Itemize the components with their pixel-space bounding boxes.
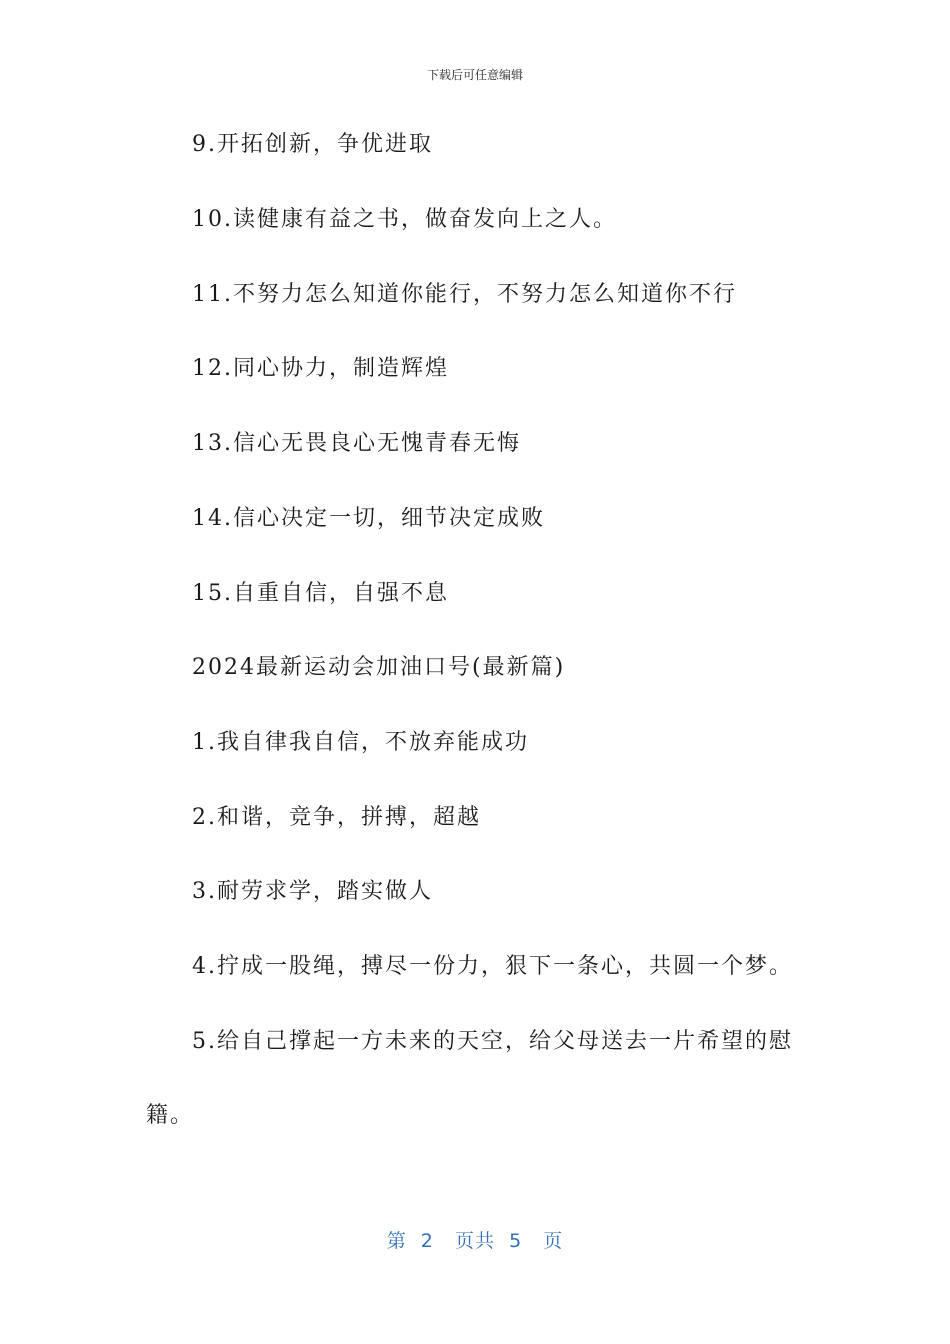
text-line: 13.信心无畏良心无愧青春无悔 — [192, 431, 521, 456]
text-line: 10.读健康有益之书，做奋发向上之人。 — [192, 207, 617, 232]
text-line: 15.自重自信，自强不息 — [192, 581, 449, 606]
text-line: 14.信心决定一切，细节决定成败 — [192, 506, 545, 531]
text-line: 4.拧成一股绳，搏尽一份力，狠下一条心，共圆一个梦。 — [192, 954, 793, 979]
text-line: 2.和谐，竞争，拼搏，超越 — [192, 805, 481, 830]
header-note: 下载后可任意编辑 — [426, 68, 523, 82]
section-heading: 2024最新运动会加油口号(最新篇) — [192, 655, 566, 680]
page-number: 第 2 页共 5 页 — [386, 1230, 564, 1252]
text-line: 11.不努力怎么知道你能行，不努力怎么知道你不行 — [192, 282, 737, 307]
text-line-continuation: 籍。 — [146, 1103, 195, 1128]
text-line: 9.开拓创新，争优进取 — [192, 132, 433, 157]
text-line: 3.耐劳求学，踏实做人 — [192, 879, 433, 904]
text-line: 1.我自律我自信，不放弃能成功 — [192, 730, 529, 755]
text-line: 12.同心协力，制造辉煌 — [192, 356, 449, 381]
text-line: 5.给自己撑起一方未来的天空，给父母送去一片希望的慰 — [192, 1029, 793, 1054]
